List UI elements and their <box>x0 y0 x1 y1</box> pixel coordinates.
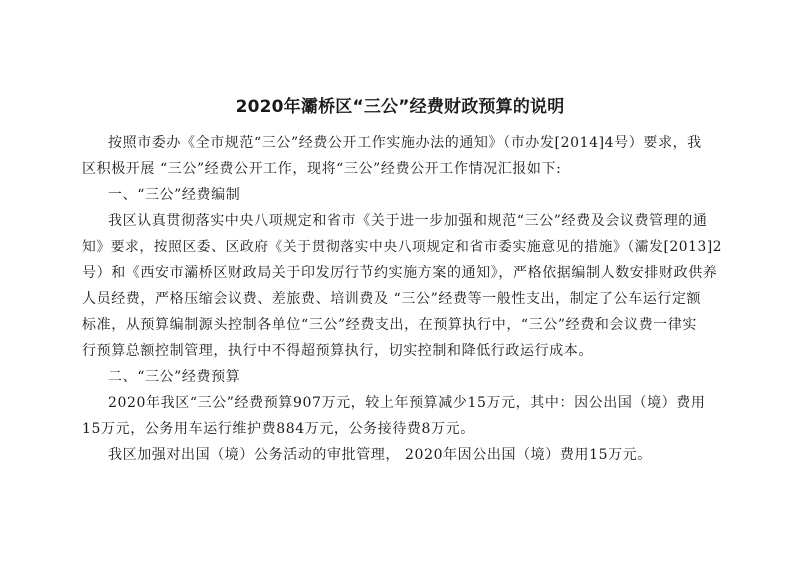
paragraph-line: 人员经费，严格压缩会议费、差旅费、培训费及 “三公”经费等一般性支出，制定了公车运行定额 <box>82 291 702 307</box>
paragraph-line: 行预算总额控制管理，执行中不得超预算执行，切实控制和降低行政运行成本。 <box>82 343 593 359</box>
document-title: 2020年灞桥区“三公”经费财政预算的说明 <box>235 97 565 117</box>
section-heading: 一、“三公”经费编制 <box>108 187 241 203</box>
paragraph-line: 号）和《西安市灞桥区财政局关于印发厉行节约实施方案的通知》，严格依据编制人数安排财政供养 <box>82 265 718 281</box>
paragraph-line: 2020年我区“三公”经费预算907万元，较上年预算减少15万元，其中：因公出国（境）费用 <box>108 395 706 411</box>
section-heading: 二、“三公”经费预算 <box>108 369 241 385</box>
paragraph-line: 按照市委办《全市规范“三公”经费公开工作实施办法的通知》（市办发[2014]4号）要求，我 <box>108 135 702 151</box>
paragraph-line: 我区认真贯彻落实中央八项规定和省市《关于进一步加强和规范“三公”经费及会议费管理的通 <box>108 213 708 229</box>
paragraph-line: 知》要求，按照区委、区政府《关于贯彻落实中央八项规定和省市委实施意见的措施》（灞发[2013]2 <box>82 239 723 255</box>
paragraph-line: 15万元，公务用车运行维护费884万元，公务接待费8万元。 <box>82 421 475 437</box>
paragraph-line: 标准，从预算编制源头控制各单位“三公”经费支出，在预算执行中，“三公”经费和会议费一律实 <box>82 317 698 333</box>
paragraph-line: 我区加强对出国（境）公务活动的审批管理， 2020年因公出国（境）费用15万元。 <box>108 447 652 463</box>
paragraph-line: 区积极开展 “三公”经费公开工作，现将“三公”经费公开工作情况汇报如下: <box>82 161 562 177</box>
